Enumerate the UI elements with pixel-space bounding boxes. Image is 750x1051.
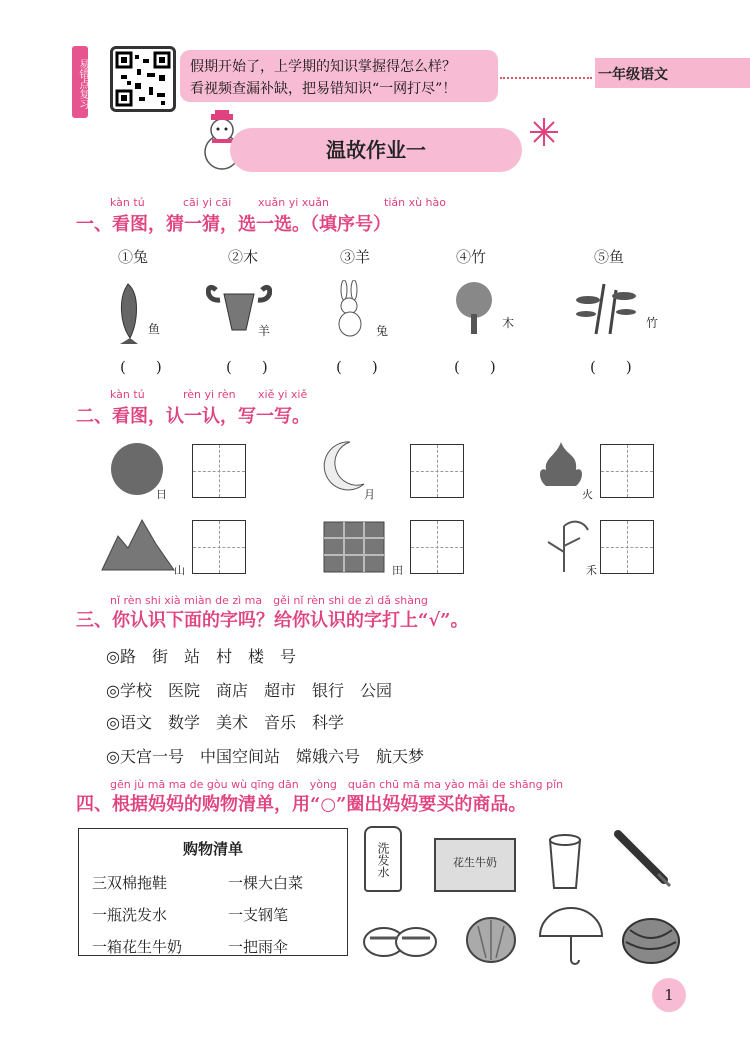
option-5: ⑤鱼 — [594, 248, 625, 266]
s1-pinyin-4: tián xù hào — [384, 196, 446, 209]
s3-pinyin: nǐ rèn shi xià miàn de zì ma gěi nǐ rèn shi de zì dǎ shàng — [110, 594, 428, 607]
s1-pinyin-2: cāi yi cāi — [183, 196, 232, 209]
writing-grid-2[interactable] — [410, 444, 464, 498]
section-2-heading: 二、看图，认一认，写一写。 — [76, 406, 310, 427]
fire-icon — [536, 440, 586, 492]
word-line-4[interactable]: ◎天宫一号 中国空间站 嫦娥六号 航天梦 — [106, 747, 424, 766]
list-item: 一支钢笔 — [228, 906, 289, 924]
banner-line-1: 假期开始了，上学期的知识掌握得怎么样？ — [190, 59, 456, 75]
list-item: 一瓶洗发水 — [92, 906, 168, 924]
glyph-tree: 木 — [502, 316, 515, 330]
milk-label: 花生牛奶 — [453, 856, 497, 869]
banner-line-2: 看视频查漏补缺，把易错知识“一网打尽”！ — [190, 81, 457, 97]
glyph-bamboo: 竹 — [646, 316, 659, 330]
glyph-field: 田 — [392, 564, 403, 577]
answer-blank-1[interactable]: ( ) — [120, 358, 162, 376]
section-1-heading: 一、看图，猜一猜，选一选。（填序号） — [76, 214, 391, 235]
glyph-fire: 火 — [582, 488, 593, 501]
answer-blank-5[interactable]: ( ) — [590, 358, 632, 376]
snowflake-icon — [528, 116, 560, 148]
option-3: ③羊 — [340, 248, 371, 266]
page-title: 温故作业一 — [326, 138, 426, 162]
section-3-heading: 三、你认识下面的字吗？给你认识的字打上“√”。 — [76, 610, 469, 631]
word-line-2[interactable]: ◎学校 医院 商店 超市 银行 公园 — [106, 681, 392, 700]
glyph-mountain: 山 — [174, 564, 185, 577]
umbrella-icon[interactable] — [536, 906, 606, 966]
s2-pinyin-2: rèn yi rèn — [183, 388, 236, 401]
pen-icon[interactable] — [612, 828, 672, 888]
grade-label: 一年级语文 — [598, 67, 668, 83]
s1-pinyin-3: xuǎn yi xuǎn — [258, 196, 329, 209]
page-number: 1 — [652, 978, 686, 1012]
glyph-rabbit: 兔 — [376, 324, 389, 338]
option-1: ①兔 — [118, 248, 149, 266]
milk-box[interactable] — [434, 838, 516, 892]
field-icon — [322, 518, 386, 574]
glyph-goat: 羊 — [258, 324, 271, 338]
s2-pinyin-3: xiě yi xiě — [258, 388, 308, 401]
answer-blank-3[interactable]: ( ) — [336, 358, 378, 376]
grain-icon — [538, 512, 590, 574]
list-item: 一箱花生牛奶 — [92, 938, 183, 956]
tree-icon — [452, 280, 496, 336]
shampoo-bottle[interactable] — [364, 826, 402, 892]
option-2: ②木 — [228, 248, 259, 266]
list-item: 一棵大白菜 — [228, 874, 304, 892]
dotted-divider — [500, 77, 592, 79]
watermelon-icon[interactable] — [620, 916, 682, 966]
writing-grid-1[interactable] — [192, 444, 246, 498]
qr-code[interactable] — [110, 46, 176, 112]
side-tab: 易错点复习 — [72, 46, 88, 118]
writing-grid-6[interactable] — [600, 520, 654, 574]
shopping-list-title: 购物清单 — [182, 840, 243, 858]
section-4-heading: 四、根据妈妈的购物清单，用“○”圈出妈妈要买的商品。 — [76, 794, 527, 815]
writing-grid-5[interactable] — [410, 520, 464, 574]
s1-pinyin-1: kàn tú — [110, 196, 145, 209]
slippers-icon[interactable] — [362, 916, 438, 964]
option-4: ④竹 — [456, 248, 487, 266]
moon-icon — [320, 440, 366, 494]
answer-blank-2[interactable]: ( ) — [226, 358, 268, 376]
rabbit-icon — [330, 280, 370, 338]
s2-pinyin-1: kàn tú — [110, 388, 145, 401]
mountain-icon — [100, 516, 176, 572]
cup-icon[interactable] — [544, 828, 586, 890]
s4-pinyin: gēn jù mā ma de gòu wù qīng dān yòng quān chū mā ma yào mǎi de shāng pǐn — [110, 778, 564, 791]
glyph-sun: 日 — [156, 488, 167, 501]
shampoo-label: 洗发水 — [376, 842, 390, 878]
list-item: 三双棉拖鞋 — [92, 874, 168, 892]
list-item: 一把雨伞 — [228, 938, 289, 956]
answer-blank-4[interactable]: ( ) — [454, 358, 496, 376]
writing-grid-4[interactable] — [192, 520, 246, 574]
writing-grid-3[interactable] — [600, 444, 654, 498]
word-line-1[interactable]: ◎路 街 站 村 楼 号 — [106, 647, 296, 666]
word-line-3[interactable]: ◎语文 数学 美术 音乐 科学 — [106, 713, 344, 732]
cabbage-icon[interactable] — [462, 912, 520, 966]
glyph-grain: 禾 — [586, 564, 597, 577]
glyph-fish: 鱼 — [148, 322, 161, 336]
glyph-moon: 月 — [364, 488, 375, 501]
banner-text — [190, 56, 456, 100]
bamboo-icon — [576, 280, 646, 336]
